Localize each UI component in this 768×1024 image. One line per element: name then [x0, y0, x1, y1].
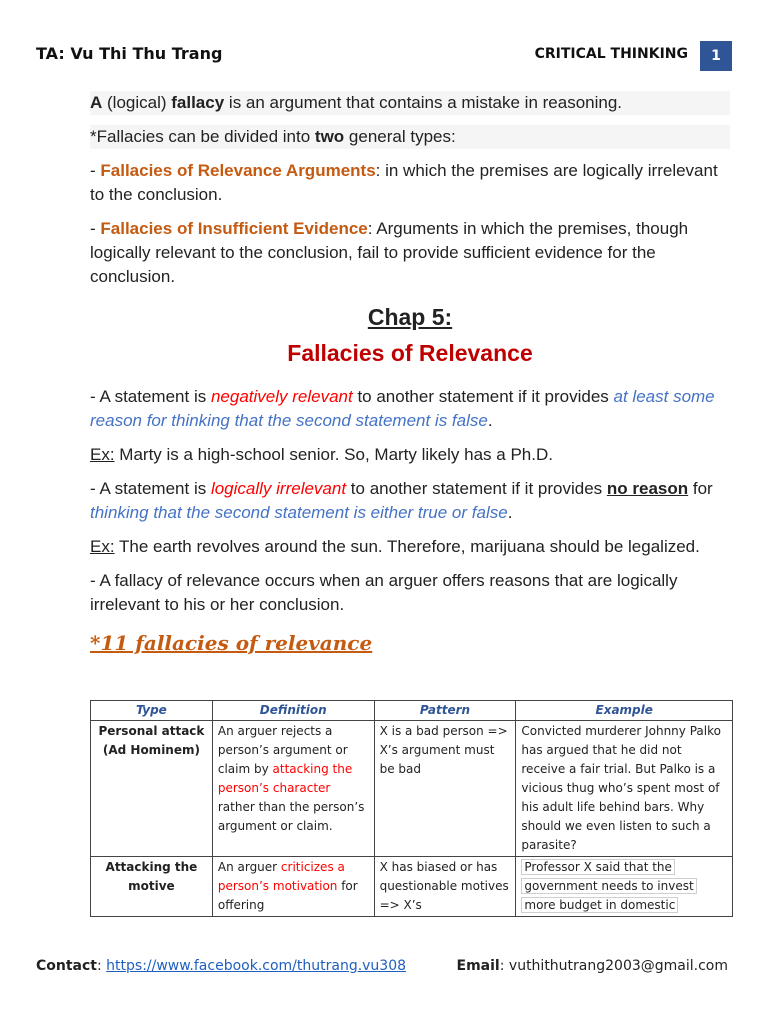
text: : — [97, 958, 107, 974]
contact-label: Contact — [36, 958, 97, 974]
bold-two: two — [314, 127, 345, 146]
relevance-type — [90, 159, 730, 207]
logically-irrelevant-definition — [90, 477, 730, 525]
course-title: CRITICAL THINKING — [534, 46, 688, 62]
text: for — [688, 479, 713, 498]
highlight: criticizes a person’s motivation — [217, 860, 345, 893]
text: (logical) — [102, 93, 172, 112]
ta-name: TA: Vu Thi Thu Trang — [36, 44, 223, 63]
text: . — [487, 411, 493, 430]
table-header-row — [91, 701, 733, 721]
text: : — [499, 958, 509, 974]
page-header — [36, 44, 732, 70]
fallacy-types-intro — [90, 125, 730, 149]
text: to another statement if it provides — [346, 479, 607, 498]
fallacy-definition — [90, 91, 730, 115]
example-line: more budget in domestic — [521, 897, 678, 913]
example-line: Professor X said that the — [521, 859, 675, 875]
text: An arguer rejects a person’s argument or claim by — [217, 724, 348, 776]
text: Marty is a high-school senior. So, Marty likely has a Ph.D. — [114, 445, 553, 464]
text: - — [90, 161, 101, 180]
highlight: attacking the person’s character — [217, 762, 353, 795]
ex-label: Ex: — [90, 445, 115, 464]
page-number: 1 — [700, 41, 732, 71]
cell-definition — [212, 857, 374, 917]
example-1 — [90, 443, 730, 467]
bold-fallacy: fallacy — [171, 93, 225, 112]
no-reason-term: no reason — [606, 479, 689, 498]
cell-pattern: X has biased or has questionable motives => X’s — [374, 857, 516, 917]
document-body — [90, 91, 730, 665]
text: rather than the person’s argument or claim. — [217, 800, 365, 833]
cell-pattern: X is a bad person => X’s argument must be bad — [374, 721, 516, 857]
email-address[interactable]: vuthithutrang2003@gmail.com — [508, 958, 728, 974]
negatively-relevant-definition — [90, 385, 730, 433]
email-label: Email — [456, 958, 500, 974]
cell-type: Attacking the motive — [91, 857, 213, 917]
text: The earth revolves around the sun. Therefore, marijuana should be legalized. — [114, 537, 700, 556]
text: to another statement if it provides — [352, 387, 614, 406]
emphasis: thinking that the second statement is either true or false — [90, 503, 508, 522]
text: - — [90, 219, 101, 238]
text: An arguer — [217, 860, 281, 874]
column-header-example: Example — [516, 701, 733, 721]
emphasis: at least some reason for thinking that the second statement is false — [90, 387, 715, 430]
cell-example: Convicted murderer Johnny Palko has argued that he did not receive a fair trial. But Palko is a vicious thug who’s spent most of his adult life behind bars. Why should we even listen to such a parasite? — [516, 721, 733, 857]
fallacies-subheading: *11 fallacies of relevance — [90, 631, 373, 655]
column-header-definition: Definition — [212, 701, 374, 721]
text: : Arguments in which the premises, though logically relevant to the conclusion, fail to provide sufficient evidence for the conclusion. — [90, 219, 689, 286]
relevance-term: Fallacies of Relevance Arguments — [100, 161, 376, 180]
bold-a: A — [90, 93, 103, 112]
fallacy-of-relevance-definition: - A fallacy of relevance occurs when an arguer offers reasons that are logically irrelevant to his or her conclusion. — [90, 571, 678, 614]
table-row — [91, 857, 733, 917]
facebook-link[interactable]: https://www.facebook.com/thutrang.vu308 — [106, 958, 407, 974]
text: is an argument that contains a mistake in reasoning. — [224, 93, 623, 112]
text: . — [507, 503, 513, 522]
text: - A statement is — [90, 479, 211, 498]
insufficient-term: Fallacies of Insufficient Evidence — [100, 219, 368, 238]
table-row — [91, 721, 733, 857]
chapter-subtitle: Fallacies of Relevance — [287, 340, 533, 366]
text: - A statement is — [90, 387, 211, 406]
ex-label: Ex: — [90, 537, 115, 556]
fallacies-table — [90, 700, 733, 917]
example-2 — [90, 535, 730, 559]
column-header-type: Type — [91, 701, 213, 721]
page-footer — [36, 958, 728, 974]
text: *Fallacies can be divided into — [90, 127, 315, 146]
logically-irrelevant-term: logically irrelevant — [210, 479, 347, 498]
text: general types: — [344, 127, 456, 146]
cell-example — [516, 857, 733, 917]
cell-definition — [212, 721, 374, 857]
text: for offering — [217, 879, 358, 912]
column-header-pattern: Pattern — [374, 701, 516, 721]
insufficient-evidence-type — [90, 217, 730, 289]
cell-type: Personal attack (Ad Hominem) — [91, 721, 213, 857]
email-block — [457, 958, 728, 974]
example-line: government needs to invest — [521, 878, 696, 894]
negatively-relevant-term: negatively relevant — [210, 387, 353, 406]
text: : in which the premises are logically irrelevant to the conclusion. — [90, 161, 718, 204]
chapter-title: Chap 5: — [367, 304, 453, 330]
